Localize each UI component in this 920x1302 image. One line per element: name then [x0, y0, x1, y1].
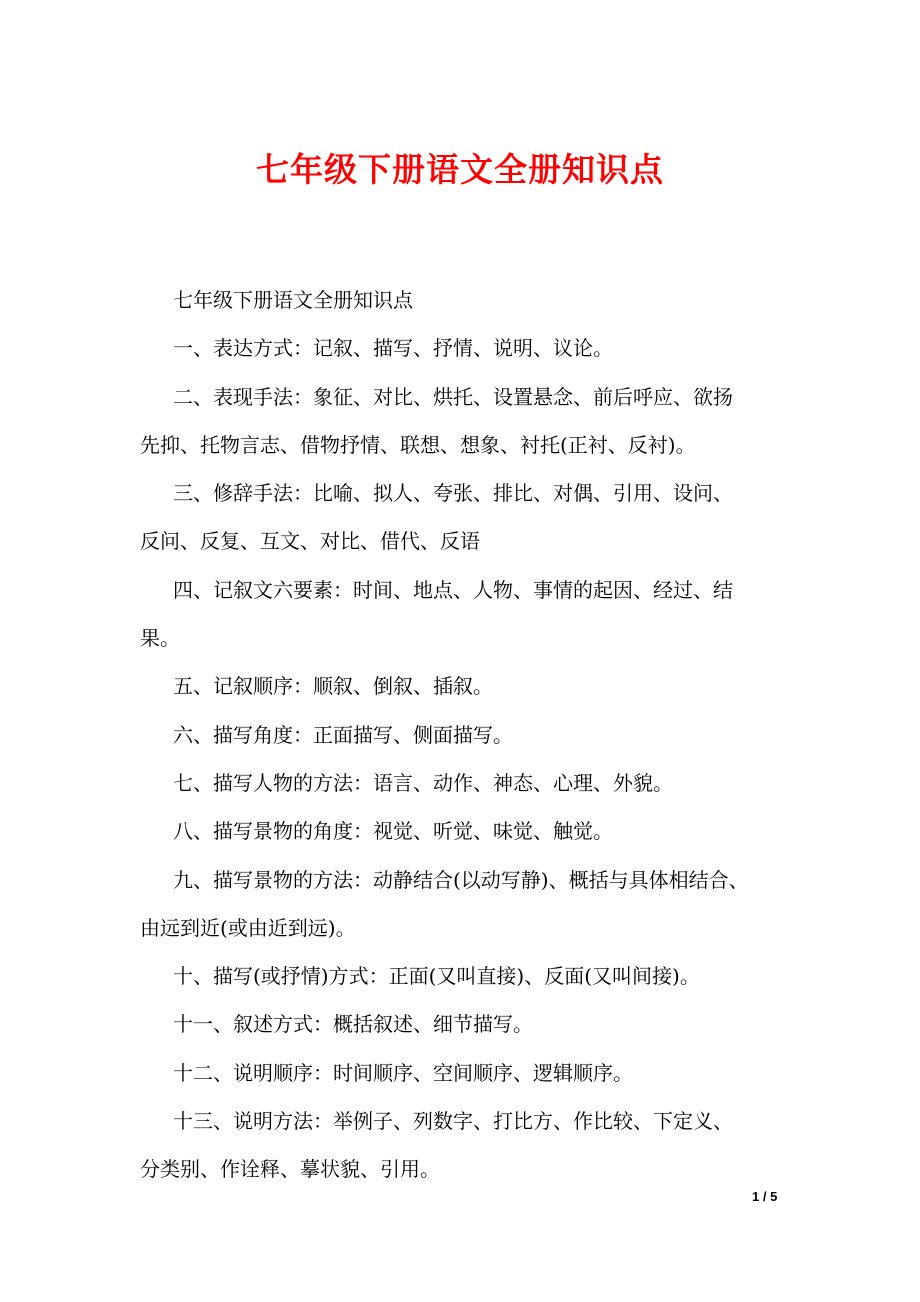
paragraph-line: 七、描写人物的方法：语言、动作、神态、心理、外貌。	[173, 770, 673, 795]
paragraph-line: 十、描写(或抒情)方式：正面(又叫直接)、反面(又叫间接)。	[173, 964, 700, 989]
paragraph-line: 五、记叙顺序：顺叙、倒叙、插叙。	[173, 674, 493, 699]
page-number: 1 / 5	[752, 1189, 778, 1204]
document-body	[140, 276, 805, 1194]
paragraph	[140, 807, 805, 855]
paragraph-line: 由远到近(或由近到远)。	[140, 915, 356, 940]
paragraph	[140, 759, 805, 807]
paragraph-line: 十三、说明方法：举例子、列数字、打比方、作比较、下定义、	[173, 1109, 733, 1134]
paragraph-line: 果。	[140, 626, 180, 651]
paragraph	[140, 1049, 805, 1097]
paragraph	[140, 856, 805, 953]
paragraph-line: 十一、叙述方式：概括叙述、细节描写。	[173, 1012, 533, 1037]
paragraph-line: 一、表达方式：记叙、描写、抒情、说明、议论。	[173, 336, 613, 361]
paragraph-line: 八、描写景物的角度：视觉、听觉、味觉、触觉。	[173, 819, 613, 844]
paragraph	[140, 1097, 805, 1194]
paragraph	[140, 952, 805, 1000]
paragraph-line: 六、描写角度：正面描写、侧面描写。	[173, 722, 513, 747]
paragraph-line: 十二、说明顺序：时间顺序、空间顺序、逻辑顺序。	[173, 1060, 633, 1085]
paragraph	[140, 276, 805, 324]
paragraph-line: 九、描写景物的方法：动静结合(以动写静)、概括与具体相结合、	[173, 867, 749, 892]
document-title: 七年级下册语文全册知识点	[256, 150, 664, 189]
paragraph-line: 分类别、作诠释、摹状貌、引用。	[140, 1157, 440, 1182]
paragraph	[140, 711, 805, 759]
paragraph	[140, 373, 805, 470]
paragraph-line: 三、修辞手法：比喻、拟人、夸张、排比、对偶、引用、设问、	[173, 481, 733, 506]
paragraph	[140, 662, 805, 710]
paragraph	[140, 1000, 805, 1048]
paragraph-line: 二、表现手法：象征、对比、烘托、设置悬念、前后呼应、欲扬	[173, 384, 733, 409]
paragraph	[140, 566, 805, 663]
paragraph	[140, 324, 805, 372]
paragraph-line: 反问、反复、互文、对比、借代、反语	[140, 529, 480, 554]
paragraph	[140, 469, 805, 566]
paragraph-line: 七年级下册语文全册知识点	[173, 288, 413, 312]
paragraph-line: 四、记叙文六要素：时间、地点、人物、事情的起因、经过、结	[173, 577, 733, 602]
paragraph-line: 先抑、托物言志、借物抒情、联想、想象、衬托(正衬、反衬)。	[140, 432, 696, 457]
